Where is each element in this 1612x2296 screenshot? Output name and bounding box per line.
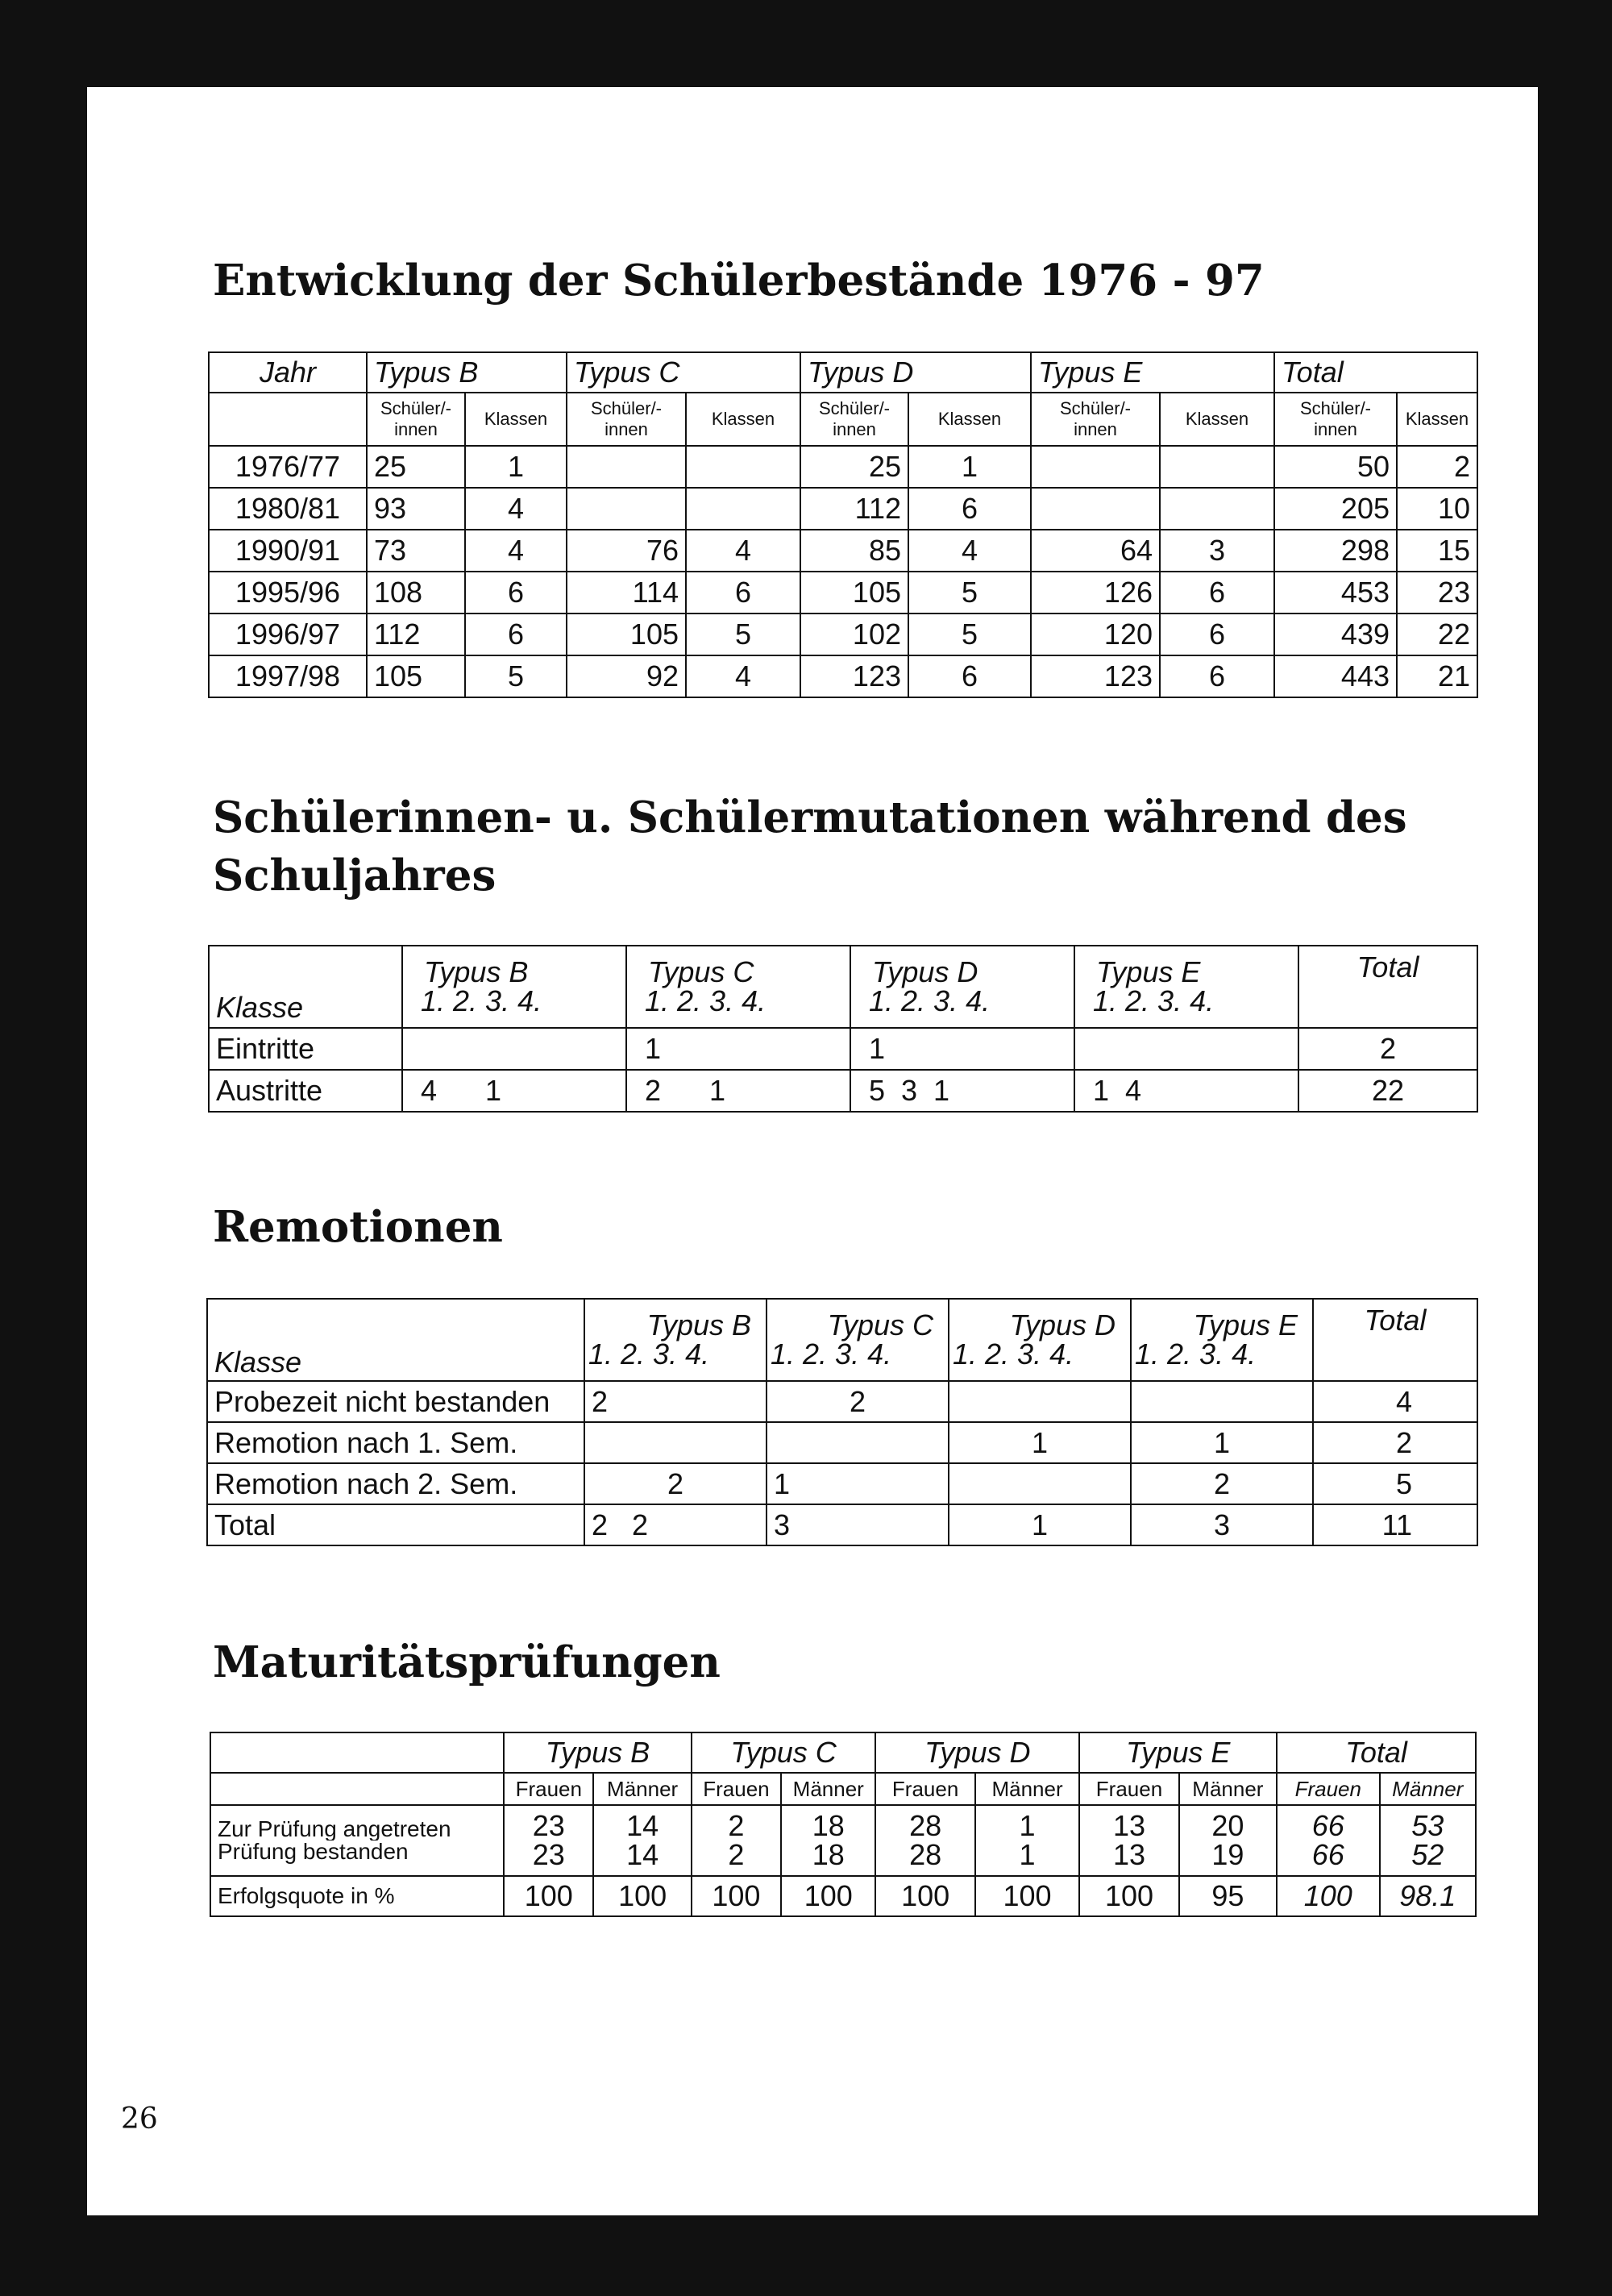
table-cell: 100 [875,1876,974,1916]
table-cell: 298 [1274,530,1397,572]
table-cell: 126 [1031,572,1160,614]
table-cell: 2 [1397,446,1477,488]
table-cell: 76 [567,530,686,572]
table-cell: 5 [908,614,1031,655]
table2-body [209,1028,1477,1112]
header-total: Total [1274,352,1477,393]
table-cell: 10 [1397,488,1477,530]
table-cell [949,1463,1131,1504]
table-cell: 205 [1274,488,1397,530]
table-cell: 53 [1380,1805,1476,1841]
table-cell: 23 [1397,572,1477,614]
table-cell: 6 [1160,614,1274,655]
table-row [210,1805,1476,1841]
table-cell: 92 [567,655,686,697]
subheader-maenner: Männer [975,1773,1079,1805]
table-cell [584,1422,767,1463]
table3-body [207,1381,1477,1545]
table-cell: 52 [1380,1841,1476,1876]
table-cell: 100 [975,1876,1079,1916]
table4-header-row [210,1732,1476,1773]
table-cell: 2 [692,1841,781,1876]
header-empty [210,1732,504,1773]
table-cell [1160,446,1274,488]
table-row [209,488,1477,530]
table-cell: 3 [1160,530,1274,572]
table-cell: 66 [1277,1805,1379,1841]
table-cell [1031,446,1160,488]
table-cell: 1 [975,1805,1079,1841]
table-cell: 2 2 [584,1504,767,1545]
table-cell: 85 [800,530,908,572]
table-cell: 105 [800,572,908,614]
table1-body [209,446,1477,697]
table-cell: 453 [1274,572,1397,614]
table-cell: 112 [800,488,908,530]
table1-title: Entwicklung der Schülerbestände 1976 - 97 [213,256,1265,306]
table-cell: 120 [1031,614,1160,655]
table-row [209,530,1477,572]
table-cell: 1 [908,446,1031,488]
table-cell: 1 [465,446,567,488]
table-cell: 6 [465,572,567,614]
subheader-klassen: Klassen [908,393,1031,446]
table-cell: 112 [367,614,465,655]
row-label: Zur Prüfung angetreten [210,1805,504,1841]
subheader-maenner: Männer [1380,1773,1476,1805]
table-row [210,1876,1476,1916]
row-total: 22 [1298,1070,1477,1112]
row-total: 11 [1313,1504,1477,1545]
table-cell [949,1381,1131,1422]
header-typus-d: Typus D [800,352,1031,393]
table-cell [567,488,686,530]
table-cell: 2 [767,1381,949,1422]
table-cell: 14 [593,1805,691,1841]
table-row [207,1504,1477,1545]
table4-title: Maturitätsprüfungen [213,1637,721,1687]
table-cell: 114 [567,572,686,614]
table-cell: 100 [1079,1876,1178,1916]
table-cell: 3 [1131,1504,1313,1545]
table-cell: 20 [1179,1805,1277,1841]
table-cell: 6 [1160,572,1274,614]
table3-title: Remotionen [213,1202,503,1252]
subheader-schueler: Schüler/- innen [1274,393,1397,446]
table3-header-row [207,1299,1477,1381]
table-cell: 123 [1031,655,1160,697]
table-cell: 123 [800,655,908,697]
table-cell [1131,1381,1313,1422]
table-cell: 4 [465,530,567,572]
table-cell: 18 [781,1841,875,1876]
page-number: 26 [121,2103,158,2136]
header-total: Total [1277,1732,1476,1773]
header-typus-c: Typus C 1. 2. 3. 4. [626,946,850,1028]
table-cell: 100 [692,1876,781,1916]
table-cell: 22 [1397,614,1477,655]
header-typus-b: Typus B [367,352,567,393]
subheader-schueler: Schüler/- innen [567,393,686,446]
header-typus-c: Typus C 1. 2. 3. 4. [767,1299,949,1381]
table-cell: 439 [1274,614,1397,655]
table-row [209,655,1477,697]
row-label: Eintritte [209,1028,402,1070]
table-cell: 1 [767,1463,949,1504]
table-cell: 28 [875,1805,974,1841]
row-label: Remotion nach 2. Sem. [207,1463,584,1504]
subheader-empty [209,393,367,446]
table-cell: 1 [975,1841,1079,1876]
table-cell: 1 4 [1074,1070,1298,1112]
row-year: 1976/77 [209,446,367,488]
table-remotionen [206,1298,1478,1546]
table-row [209,1070,1477,1112]
table-cell: 14 [593,1841,691,1876]
row-year: 1997/98 [209,655,367,697]
subheader-frauen: Frauen [504,1773,593,1805]
table-cell: 23 [504,1805,593,1841]
header-typus-d: Typus D 1. 2. 3. 4. [949,1299,1131,1381]
table-cell: 2 [692,1805,781,1841]
table-cell: 21 [1397,655,1477,697]
table-cell: 5 [686,614,800,655]
table-cell: 5 [908,572,1031,614]
row-year: 1995/96 [209,572,367,614]
table-row [207,1463,1477,1504]
table-cell [567,446,686,488]
table1-subheader-row [209,393,1477,446]
table-mutationen [208,945,1478,1113]
table-maturitaetspruefungen [210,1732,1477,1917]
table-cell: 105 [567,614,686,655]
subheader-frauen: Frauen [1277,1773,1379,1805]
table-cell: 95 [1179,1876,1277,1916]
header-typus-d: Typus D [875,1732,1079,1773]
table2-title: Schülerinnen- u. Schülermutationen während des Schuljahres [213,792,1407,901]
table-cell: 2 [584,1463,767,1504]
table-cell: 4 1 [402,1070,626,1112]
header-typus-c: Typus C [567,352,800,393]
table-cell: 4 [465,488,567,530]
subheader-maenner: Männer [781,1773,875,1805]
header-klasse: Klasse [209,946,402,1028]
row-label: Prüfung bestanden [210,1841,504,1876]
row-label: Austritte [209,1070,402,1112]
header-typus-b: Typus B [504,1732,692,1773]
subheader-maenner: Männer [1179,1773,1277,1805]
table-cell: 108 [367,572,465,614]
subheader-klassen: Klassen [1397,393,1477,446]
row-label: Remotion nach 1. Sem. [207,1422,584,1463]
subheader-frauen: Frauen [1079,1773,1178,1805]
row-total: 4 [1313,1381,1477,1422]
table-cell: 64 [1031,530,1160,572]
row-total: 5 [1313,1463,1477,1504]
table-cell: 13 [1079,1805,1178,1841]
subheader-klassen: Klassen [465,393,567,446]
table-cell [686,446,800,488]
table-cell: 18 [781,1805,875,1841]
header-typus-c: Typus C [692,1732,876,1773]
table-cell: 2 [584,1381,767,1422]
subheader-klassen: Klassen [1160,393,1274,446]
table-cell: 6 [908,488,1031,530]
row-label: Probezeit nicht bestanden [207,1381,584,1422]
table-cell: 6 [908,655,1031,697]
table-cell: 1 [949,1422,1131,1463]
subheader-maenner: Männer [593,1773,691,1805]
row-total: 2 [1313,1422,1477,1463]
table-cell: 4 [686,655,800,697]
subheader-frauen: Frauen [875,1773,974,1805]
subheader-empty [210,1773,504,1805]
table-row [209,446,1477,488]
table-cell [402,1028,626,1070]
table-cell: 3 [767,1504,949,1545]
table-row [207,1381,1477,1422]
table-cell: 4 [908,530,1031,572]
table-cell: 4 [686,530,800,572]
table-cell: 25 [800,446,908,488]
table-cell [1160,488,1274,530]
header-total: Total [1313,1299,1477,1381]
table4-subheader-row [210,1773,1476,1805]
table-cell: 2 1 [626,1070,850,1112]
table-cell: 1 [850,1028,1074,1070]
header-typus-b: Typus B 1. 2. 3. 4. [584,1299,767,1381]
row-label: Total [207,1504,584,1545]
row-year: 1990/91 [209,530,367,572]
table-cell: 100 [504,1876,593,1916]
table-cell: 6 [686,572,800,614]
header-klasse: Klasse [207,1299,584,1381]
subheader-schueler: Schüler/- innen [1031,393,1160,446]
table-cell: 25 [367,446,465,488]
header-typus-e: Typus E 1. 2. 3. 4. [1131,1299,1313,1381]
row-label: Erfolgsquote in % [210,1876,504,1916]
table-cell: 93 [367,488,465,530]
row-total: 2 [1298,1028,1477,1070]
table-cell: 443 [1274,655,1397,697]
table-cell [1074,1028,1298,1070]
table-row [207,1422,1477,1463]
table-cell: 1 [626,1028,850,1070]
subheader-klassen: Klassen [686,393,800,446]
table-row [209,572,1477,614]
header-typus-e: Typus E [1079,1732,1277,1773]
header-typus-b: Typus B 1. 2. 3. 4. [402,946,626,1028]
table-cell: 13 [1079,1841,1178,1876]
table-cell [1031,488,1160,530]
table-cell: 1 [1131,1422,1313,1463]
header-jahr: Jahr [209,352,367,393]
row-year: 1980/81 [209,488,367,530]
table-cell: 6 [1160,655,1274,697]
subheader-schueler: Schüler/- innen [800,393,908,446]
table-cell [767,1422,949,1463]
table-row [209,614,1477,655]
header-total: Total [1298,946,1477,1028]
header-typus-e: Typus E 1. 2. 3. 4. [1074,946,1298,1028]
table-cell: 6 [465,614,567,655]
table4-body [210,1805,1476,1916]
table-cell: 100 [1277,1876,1379,1916]
header-typus-e: Typus E [1031,352,1274,393]
table-row [209,1028,1477,1070]
table-cell: 5 3 1 [850,1070,1074,1112]
table-row [210,1841,1476,1876]
table-cell: 23 [504,1841,593,1876]
table-cell: 102 [800,614,908,655]
table-cell [686,488,800,530]
table-cell: 19 [1179,1841,1277,1876]
table-cell: 50 [1274,446,1397,488]
subheader-schueler: Schüler/- innen [367,393,465,446]
table-cell: 105 [367,655,465,697]
table-cell: 15 [1397,530,1477,572]
table-cell: 100 [593,1876,691,1916]
table-cell: 98.1 [1380,1876,1476,1916]
header-typus-d: Typus D 1. 2. 3. 4. [850,946,1074,1028]
table-schuelerbestaende [208,351,1478,698]
table-cell: 2 [1131,1463,1313,1504]
table-cell: 73 [367,530,465,572]
table-cell: 5 [465,655,567,697]
table-cell: 1 [949,1504,1131,1545]
table-cell: 100 [781,1876,875,1916]
table-cell: 28 [875,1841,974,1876]
row-year: 1996/97 [209,614,367,655]
table1-header-row [209,352,1477,393]
subheader-frauen: Frauen [692,1773,781,1805]
table2-header-row [209,946,1477,1028]
table-cell: 66 [1277,1841,1379,1876]
